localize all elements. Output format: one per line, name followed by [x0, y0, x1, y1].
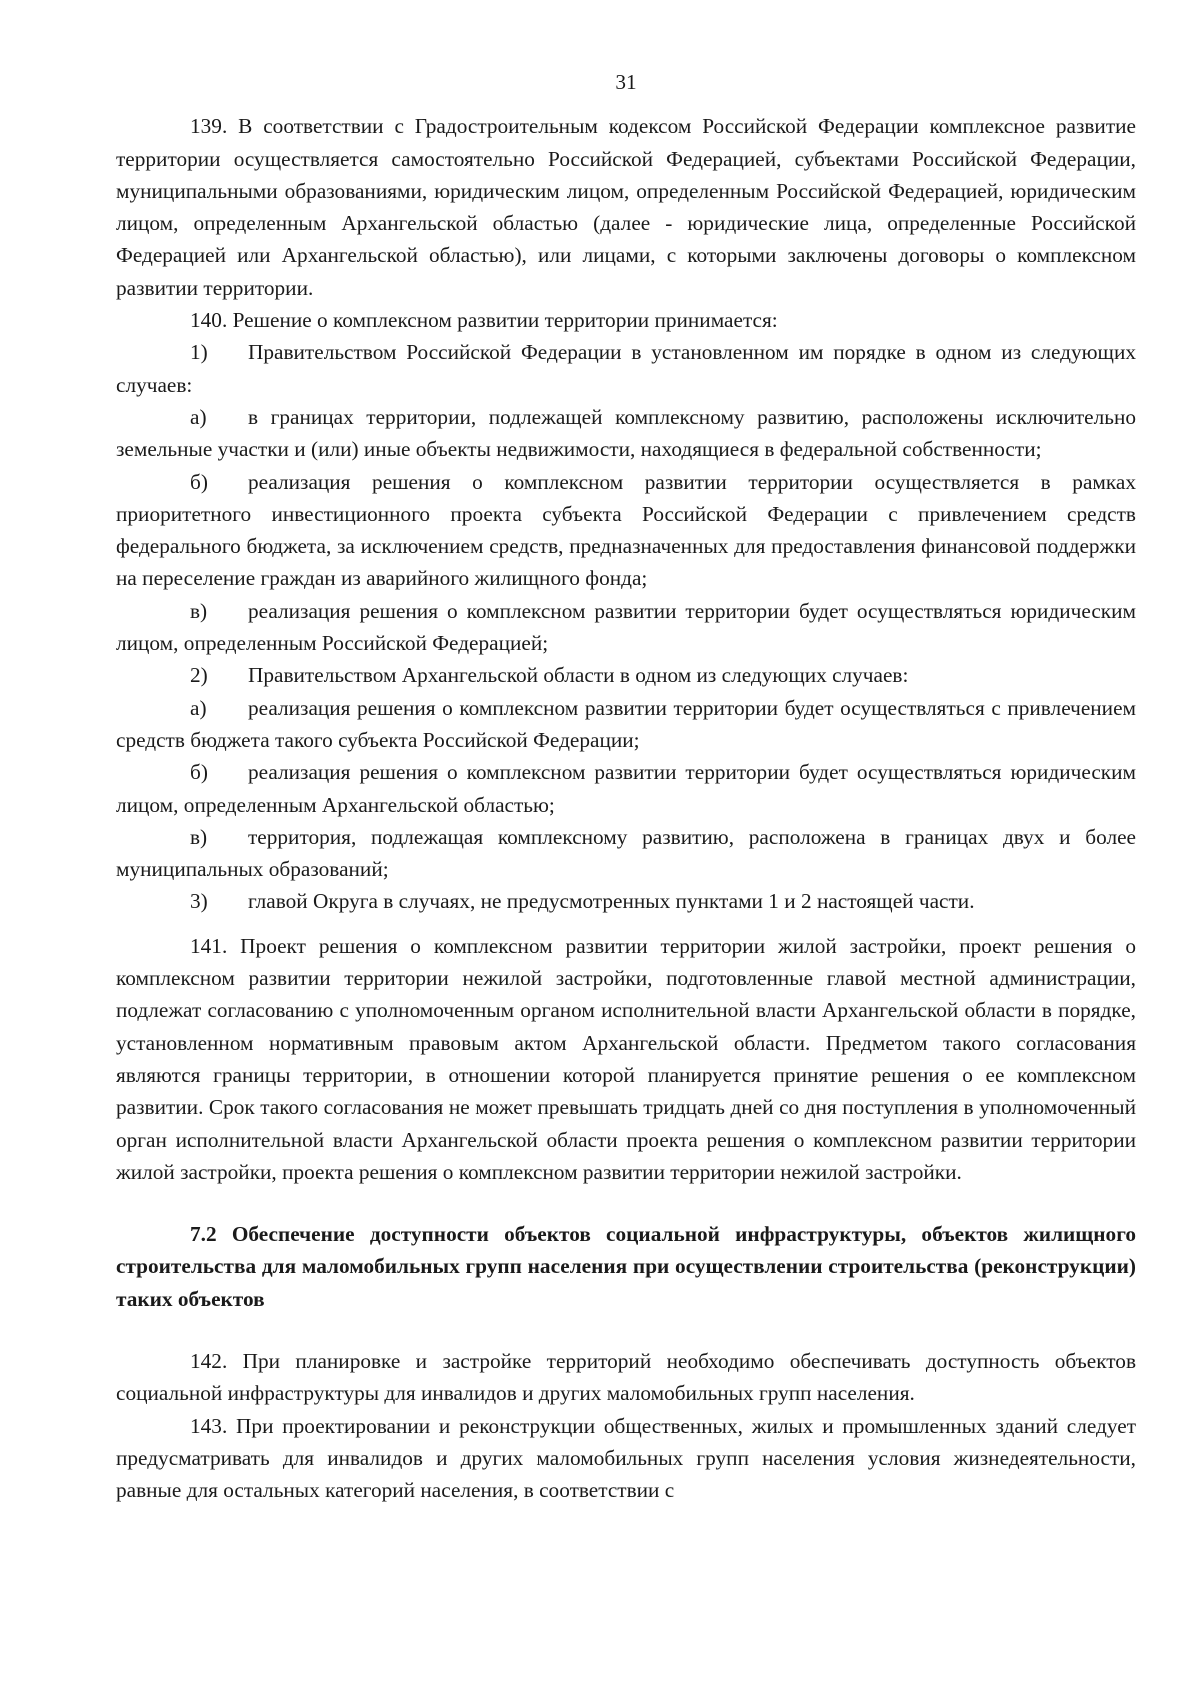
list-item-text: главой Округа в случаях, не предусмотренных пунктами 1 и 2 настоящей части.	[248, 889, 975, 914]
list-item-1v	[116, 595, 1136, 660]
list-item-text: Правительством Российской Федерации в установленном им порядке в одном из следующих случаев:	[116, 340, 1136, 397]
list-item-text: в границах территории, подлежащей комплексному развитию, расположены исключительно земельные участки и (или) иные объекты недвижимости, находящиеся в федеральной собственности;	[116, 404, 1136, 462]
paragraph-143: 143. При проектировании и реконструкции общественных, жилых и промышленных зданий следует предусматривать для инвалидов и других маломобильных групп населения условия жизнедеятельности, равные для остальных категорий населения, в соответствии с	[116, 1413, 1136, 1503]
list-marker: б)	[190, 469, 208, 494]
list-item-text: Правительством Архангельской области в одном из следующих случаев:	[248, 663, 909, 688]
paragraph-141: 141. Проект решения о комплексном развитии территории жилой застройки, проект решения о комплексном развитии территории нежилой застройки, подготовленные главой местной администрации, подлежат согласованию с уполномоченным органом исполнительной власти Архангельской области в порядке, установленном нормативным правовым актом Архангельской области. Предметом такого согласования являются границы территории, в отношении которой планируется принятие решения о ее комплексном развитии. Срок такого согласования не может превышать тридцать дней со дня поступления в уполномоченный орган исполнительной власти Архангельской области проекта решения о комплексном развитии территории жилой застройки, проекта решения о комплексном развитии территории нежилой застройки.	[116, 933, 1136, 1184]
paragraph-140: 140. Решение о комплексном развитии территории принимается:	[190, 308, 778, 333]
list-item-2a	[116, 692, 1136, 757]
list-item-text: реализация решения о комплексном развитии территории будет осуществляться юридическим лицом, определенным Российской Федерацией;	[116, 598, 1136, 656]
list-item-2b	[116, 756, 1136, 821]
list-marker: 3)	[190, 889, 208, 914]
list-item-text: реализация решения о комплексном развитии территории будет осуществляться юридическим лицом, определенным Архангельской областью;	[116, 760, 1136, 817]
paragraph-139: 139. В соответствии с Градостроительным кодексом Российской Федерации комплексное развитие территории осуществляется самостоятельно Российской Федерацией, субъектами Российской Федерации, муниципальными образованиями, юридическим лицом, определенным Российской Федерацией, юридическим лицом, определенным Архангельской областью (далее - юридические лица, определенные Российской Федерацией или Архангельской областью), или лицами, с которыми заключены договоры о комплексном развитии территории.	[116, 114, 1136, 300]
list-marker: а)	[190, 404, 207, 429]
paragraph-142: 142. При планировке и застройке территорий необходимо обеспечивать доступность объектов социальной инфраструктуры для инвалидов и других маломобильных групп населения.	[116, 1348, 1136, 1406]
page-number: 31	[615, 70, 637, 94]
list-item-1a	[116, 401, 1136, 466]
list-marker: в)	[190, 824, 208, 849]
list-marker: в)	[190, 598, 208, 623]
list-item-1b	[116, 466, 1136, 595]
list-marker: б)	[190, 760, 208, 785]
list-marker: 2)	[190, 663, 208, 688]
list-item-text: территория, подлежащая комплексному развитию, расположена в границах двух и более муниципальных образований;	[116, 824, 1136, 882]
list-marker: 1)	[190, 340, 208, 365]
list-item-2	[116, 659, 1136, 691]
list-item-1	[116, 336, 1136, 401]
list-item-text: реализация решения о комплексном развитии территории осуществляется в рамках приоритетного инвестиционного проекта субъекта Российской Федерации с привлечением средств федерального бюджета, за исключением средств, предназначенных для предоставления финансовой поддержки на переселение граждан из аварийного жилищного фонда;	[116, 469, 1136, 591]
list-marker: а)	[190, 695, 207, 720]
list-item-2v	[116, 821, 1136, 886]
section-heading-7-2: 7.2 Обеспечение доступности объектов социальной инфраструктуры, объектов жилищного строительства для маломобильных групп населения при осуществлении строительства (реконструкции) таких объектов	[116, 1222, 1136, 1311]
list-item-text: реализация решения о комплексном развитии территории будет осуществляться с привлечением средств бюджета такого субъекта Российской Федерации;	[116, 695, 1136, 752]
list-item-3	[116, 885, 1136, 917]
